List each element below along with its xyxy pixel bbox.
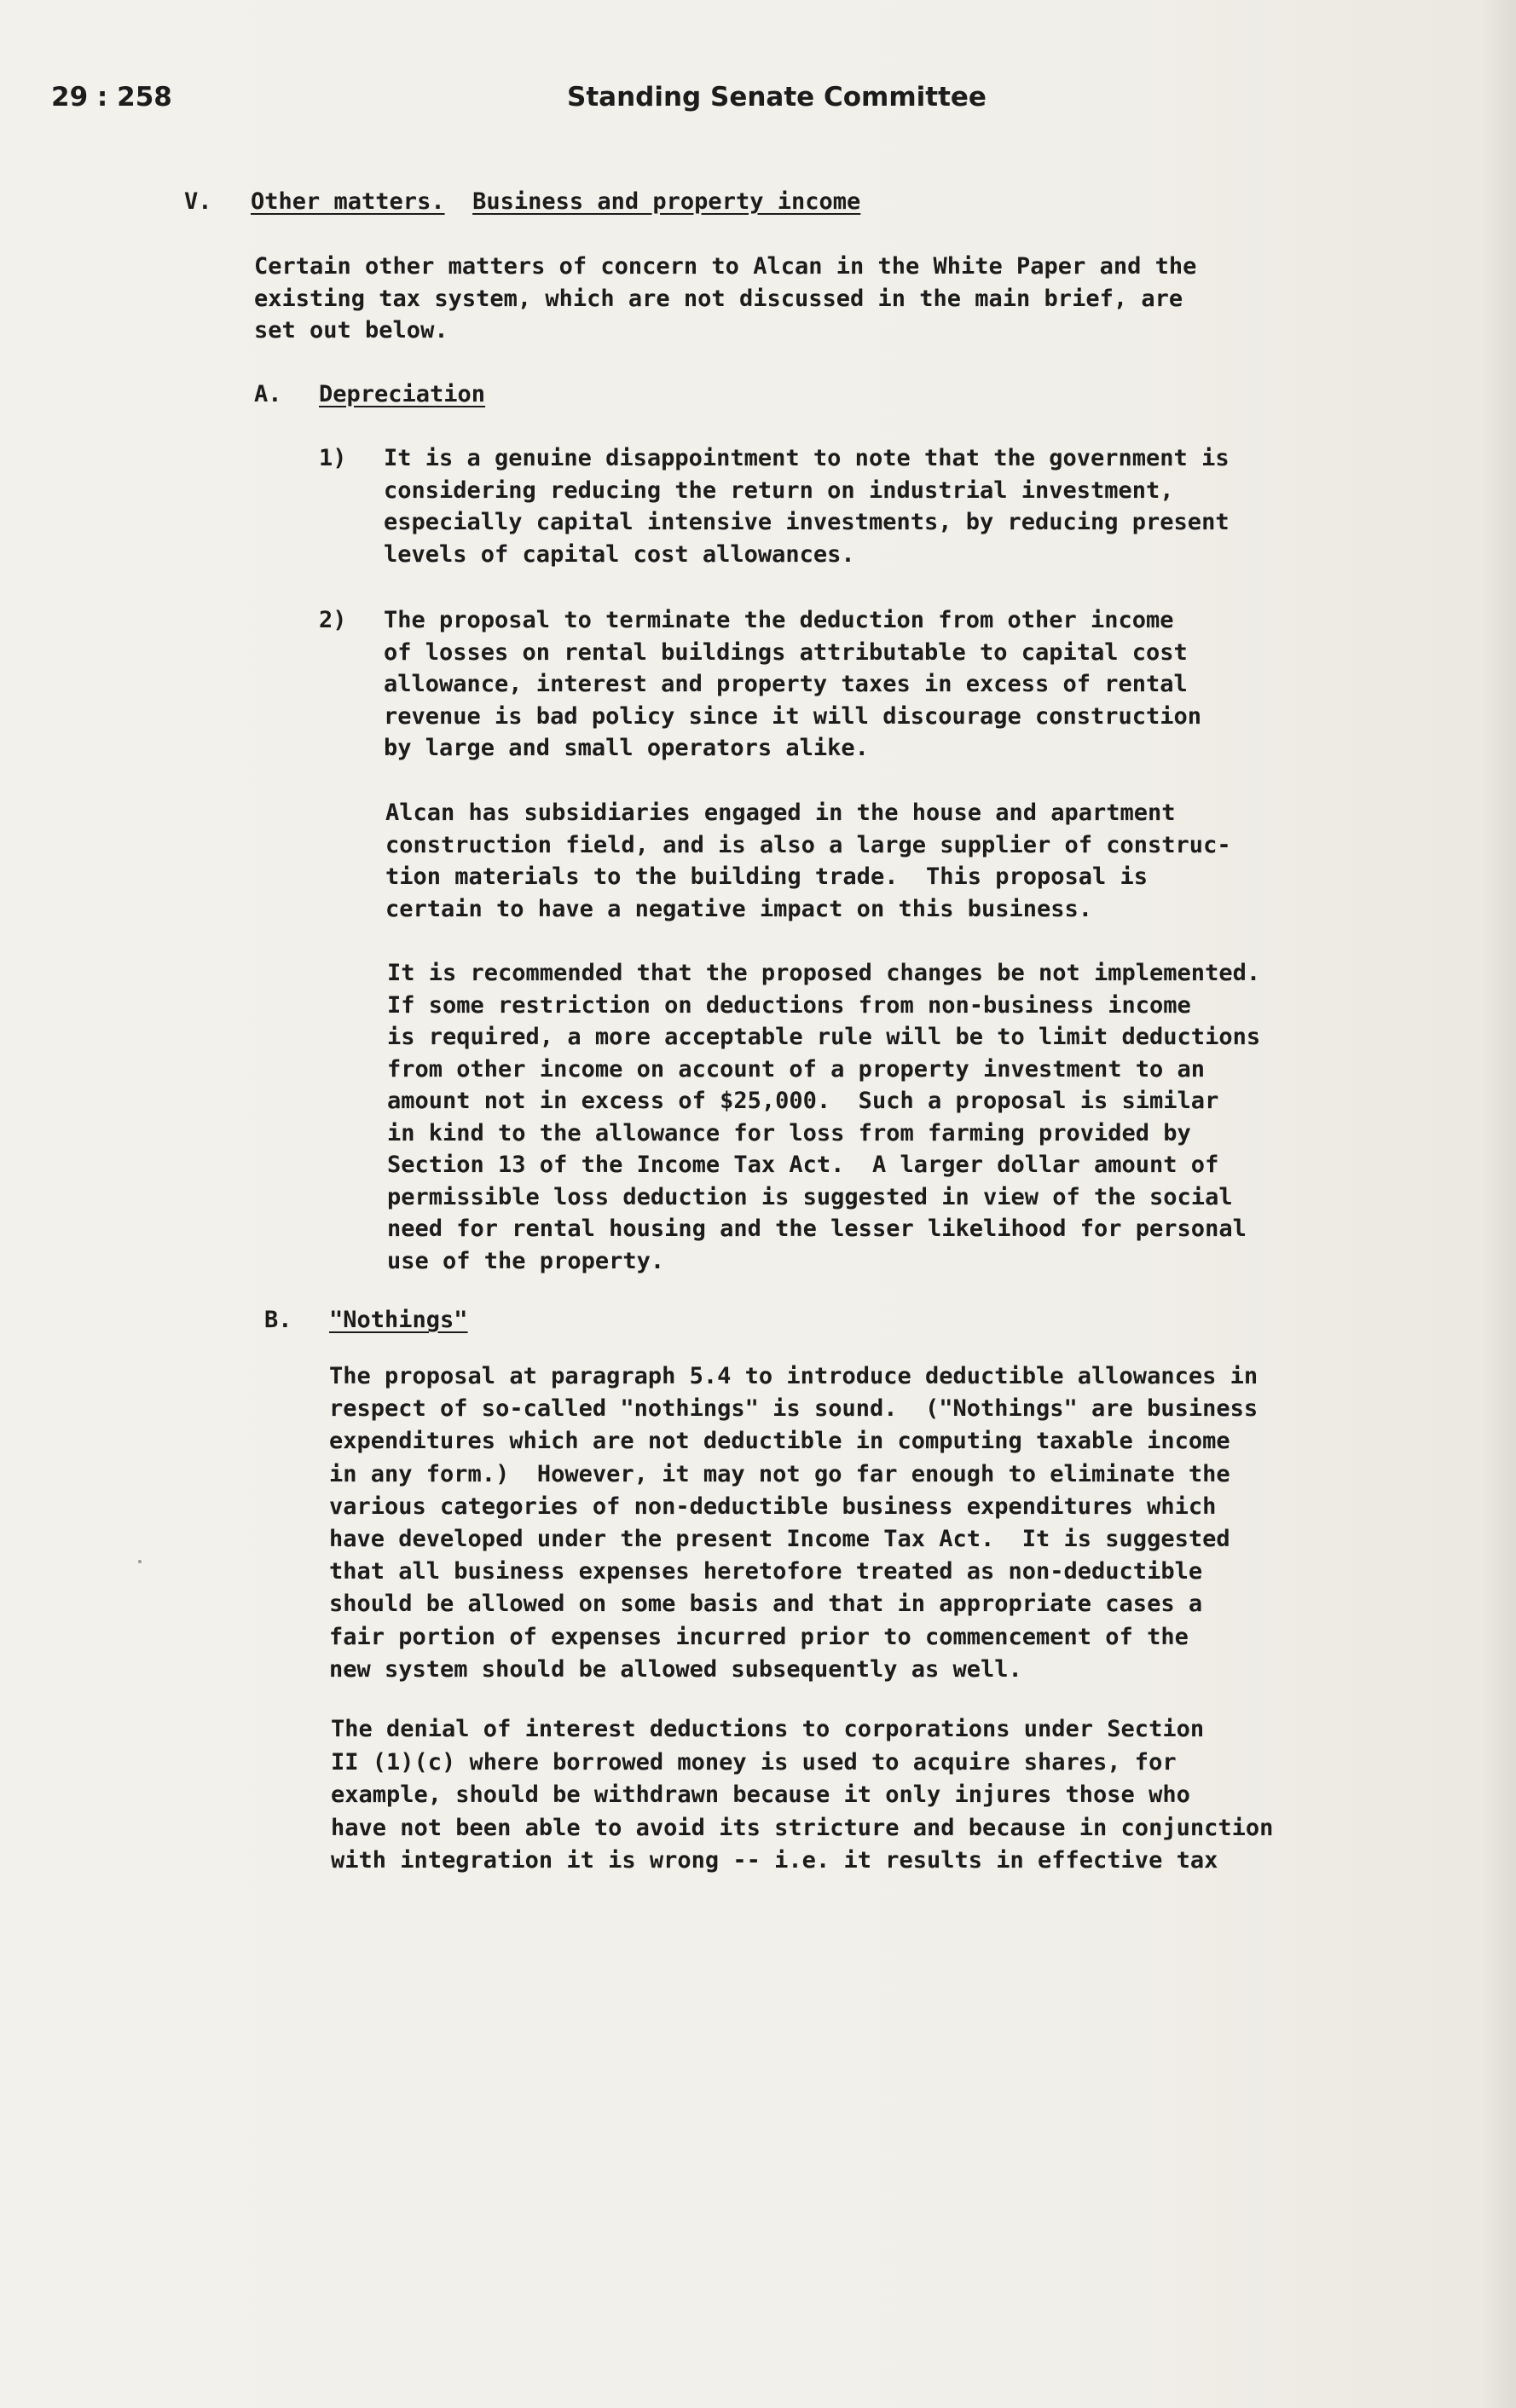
recommendation-paragraph	[387, 957, 1260, 1277]
section-title-part1: Other matters.	[251, 188, 445, 215]
text-line: certain to have a negative impact on this business.	[385, 895, 1093, 922]
subsection-b-letter: B.	[264, 1307, 292, 1333]
text-line: is required, a more acceptable rule will be to limit deductions	[387, 1024, 1261, 1050]
text-line: permissible loss deduction is suggested in view of the social	[387, 1183, 1233, 1210]
text-line: expenditures which are not deductible in computing taxable income	[329, 1428, 1230, 1455]
item-1-number	[319, 442, 347, 475]
item-1-text	[384, 442, 1230, 570]
text-line: fair portion of expenses incurred prior to commencement of the	[329, 1623, 1189, 1650]
page-edge-shadow	[1482, 0, 1516, 2408]
text-line: especially capital intensive investments, by reducing present	[384, 509, 1230, 535]
text-line: Certain other matters of concern to Alcan in the White Paper and the	[254, 253, 1197, 280]
subsection-a-letter: A.	[254, 381, 282, 407]
text-line: set out below.	[254, 317, 448, 344]
subsection-b-heading	[264, 1304, 468, 1337]
subsection-a-title: Depreciation	[319, 381, 486, 407]
text-line: The proposal at paragraph 5.4 to introduce deductible allowances in	[329, 1363, 1259, 1389]
item-2-number	[319, 604, 347, 637]
text-line: If some restriction on deductions from non-business income	[387, 991, 1191, 1019]
nothings-paragraph-2	[331, 1713, 1273, 1878]
intro-paragraph	[254, 251, 1196, 347]
item-number: 1)	[319, 445, 347, 471]
text-line: considering reducing the return on industrial investment,	[384, 476, 1174, 504]
section-number: V.	[184, 188, 212, 215]
text-line: allowance, interest and property taxes in excess of rental	[384, 671, 1188, 697]
text-line: need for rental housing and the lesser likelihood for personal	[387, 1216, 1247, 1242]
text-line: in kind to the allowance for loss from farming provided by	[387, 1119, 1191, 1146]
text-line: by large and small operators alike.	[384, 735, 869, 761]
text-line: of losses on rental buildings attributable to capital cost	[384, 638, 1188, 666]
running-title: Standing Senate Committee	[567, 82, 987, 113]
text-line: in any form.) However, it may not go far enough to eliminate the	[329, 1460, 1230, 1487]
text-line: The denial of interest deductions to corporations under Section	[331, 1716, 1205, 1742]
text-line: amount not in excess of $25,000. Such a proposal is similar	[387, 1088, 1219, 1114]
text-line: The proposal to terminate the deduction from other income	[384, 607, 1174, 633]
text-line: have developed under the present Income Tax Act. It is suggested	[329, 1526, 1230, 1553]
text-line: existing tax system, which are not discussed in the main brief, are	[254, 285, 1183, 312]
paper-speck	[138, 1560, 142, 1563]
text-line: Section 13 of the Income Tax Act. A larger dollar amount of	[387, 1152, 1219, 1178]
section-heading	[184, 186, 860, 218]
page-number: 29 : 258	[51, 82, 172, 113]
text-line: should be allowed on some basis and that in appropriate cases a	[329, 1591, 1203, 1618]
text-line: levels of capital cost allowances.	[384, 540, 855, 568]
section-title-part2: Business and property income	[472, 188, 861, 215]
text-line: construction field, and is also a large supplier of construc-	[385, 831, 1231, 858]
text-line: tion materials to the building trade. This proposal is	[385, 863, 1149, 890]
text-line: respect of so-called "nothings" is sound. ("Nothings" are business	[329, 1395, 1259, 1423]
text-line: that all business expenses heretofore treated as non-deductible	[329, 1558, 1203, 1585]
text-line: have not been able to avoid its stricture and because in conjunction	[331, 1814, 1274, 1841]
text-line: example, should be withdrawn because it only injures those who	[331, 1781, 1190, 1809]
text-line: use of the property.	[387, 1247, 665, 1274]
text-line: from other income on account of a property investment to an	[387, 1055, 1206, 1083]
text-line: It is a genuine disappointment to note that the government is	[384, 445, 1230, 471]
page-header	[51, 82, 1006, 123]
subsection-b-title: "Nothings"	[329, 1307, 468, 1333]
nothings-paragraph-1	[329, 1360, 1258, 1686]
subsection-a-heading	[254, 378, 485, 411]
text-line: various categories of non-deductible business expenditures which	[329, 1493, 1217, 1520]
text-line: Alcan has subsidiaries engaged in the house and apartment	[385, 800, 1176, 826]
item-2-text	[384, 604, 1201, 765]
text-line: revenue is bad policy since it will discourage construction	[384, 702, 1202, 730]
item-number: 2)	[319, 607, 347, 633]
text-line: new system should be allowed subsequently as well.	[329, 1655, 1022, 1683]
text-line: with integration it is wrong -- i.e. it results in effective tax	[331, 1847, 1218, 1874]
text-line: It is recommended that the proposed changes be not implemented.	[387, 960, 1261, 986]
text-line: II (1)(c) where borrowed money is used to acquire shares, for	[331, 1748, 1177, 1776]
alcan-paragraph	[385, 797, 1231, 925]
